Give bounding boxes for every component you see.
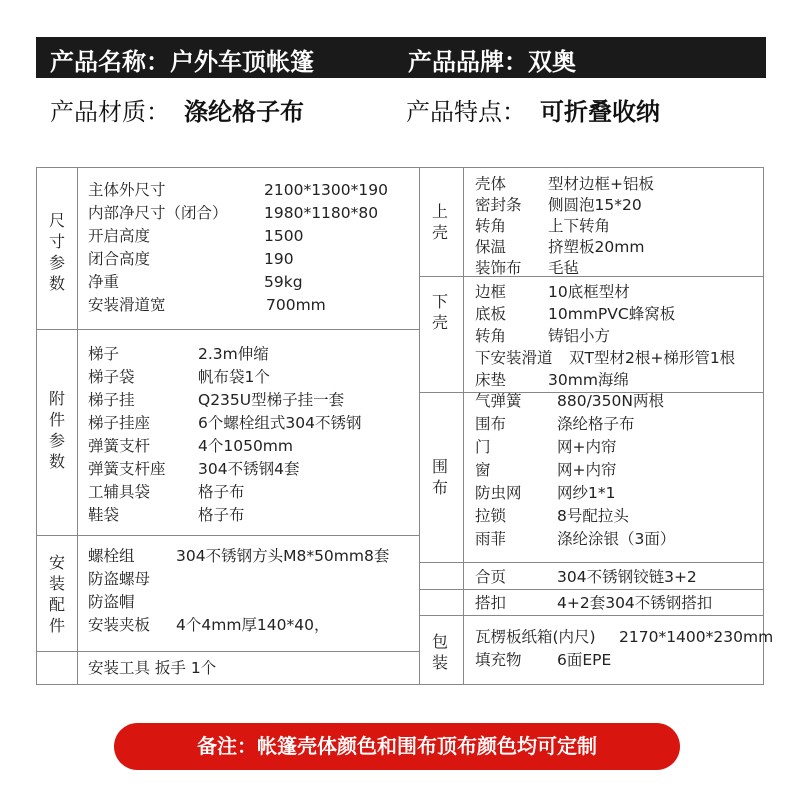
lower-shell-rows [475, 281, 763, 391]
header-bar [36, 37, 766, 78]
hinge-row: 合页 304不锈钢铰链3+2 [475, 568, 697, 586]
install-tools: 安装工具 扳手 1个 [88, 659, 217, 677]
table-row: 工辅具袋 格子布 [88, 483, 245, 501]
table-row: 弹簧支杆座 304不锈钢4套 [88, 460, 300, 478]
table-row: 填充物 6面EPE [475, 651, 612, 669]
section-enclosure-label: 围 布 [431, 457, 448, 497]
product-brand-label: 产品品牌：双奥 [408, 48, 576, 76]
upper-shell-rows [475, 173, 763, 278]
table-row: 安装滑道宽 700mm [88, 296, 326, 314]
table-row: 梯子挂 Q235U型梯子挂一套 [88, 391, 345, 409]
table-row: 瓦楞板纸箱(内尺) 2170*1400*230mm [475, 628, 774, 646]
subheader [50, 92, 770, 128]
table-row: 梯子挂座 6个螺栓组式304不锈钢 [88, 414, 362, 432]
section-packing-label: 包 装 [431, 632, 448, 672]
table-row: 螺栓组 304不锈钢方头M8*50mm8套 [88, 547, 390, 565]
table-row: 转角 铸铝小方 [475, 327, 611, 345]
table-row: 净重 59kg [88, 273, 303, 291]
spec-table [36, 167, 774, 685]
material-key: 产品材质： [50, 98, 170, 126]
table-row: 雨菲 涤纶涂银（3面） [475, 530, 676, 548]
packing-rows [475, 626, 774, 672]
table-row: 围布 涤纶格子布 [475, 415, 635, 433]
table-row: 转角 上下转角 [475, 217, 611, 235]
table-row: 气弹簧 880/350N两根 [475, 392, 664, 410]
table-row: 防虫网 网纱1*1 [475, 484, 616, 502]
table-row: 主体外尺寸 2100*1300*190 [88, 181, 388, 199]
table-row: 防盗螺母 [88, 570, 151, 588]
table-row: 弹簧支杆 4个1050mm [88, 437, 294, 455]
install-rows [88, 545, 418, 637]
feature-value: 可折叠收纳 [540, 98, 660, 126]
enclosure-rows [475, 390, 763, 551]
table-row: 鞋袋 格子布 [88, 506, 245, 524]
table-row: 底板 10mmPVC蜂窝板 [475, 305, 676, 323]
table-row: 窗 网+内帘 [475, 461, 617, 479]
buckle-row: 搭扣 4+2套304不锈钢搭扣 [475, 594, 713, 612]
section-lower-shell-label: 下 壳 [431, 292, 448, 332]
note-banner: 备注：帐篷壳体颜色和围布顶布颜色均可定制 [114, 723, 680, 770]
section-upper-shell-label: 上 壳 [431, 202, 448, 242]
section-accessories-label: 附 件 参 数 [48, 389, 65, 471]
table-row: 拉锁 8号配拉头 [475, 507, 629, 525]
table-row: 装饰布 毛毡 [475, 259, 580, 277]
section-dimensions-label: 尺 寸 参 数 [48, 211, 65, 293]
feature-key: 产品特点： [406, 98, 526, 126]
table-row: 保温 挤塑板20mm [475, 238, 645, 256]
table-row: 梯子袋 帆布袋1个 [88, 368, 270, 386]
material-value: 涤纶格子布 [184, 98, 304, 126]
table-row: 密封条 侧圆泡15*20 [475, 196, 642, 214]
table-row: 防盗帽 [88, 593, 135, 611]
product-name-label: 产品名称：户外车顶帐篷 [50, 48, 314, 76]
table-row: 下安装滑道 双T型材2根+梯形管1根 [475, 349, 736, 367]
table-row: 安装夹板 4个4mm厚140*40， [88, 616, 330, 634]
section-install-label: 安 装 配 件 [48, 553, 65, 635]
accessories-rows [88, 343, 418, 527]
table-row: 闭合高度 190 [88, 250, 294, 268]
table-row: 内部净尺寸（闭合） 1980*1180*80 [88, 204, 379, 222]
table-row: 边框 10底框型材 [475, 283, 630, 301]
table-row: 门 网+内帘 [475, 438, 617, 456]
table-row: 开启高度 1500 [88, 227, 304, 245]
dimensions-rows [88, 179, 418, 317]
table-row: 床垫 30mm海绵 [475, 371, 629, 389]
table-row: 梯子 2.3m伸缩 [88, 345, 269, 363]
table-row: 壳体 型材边框+铝板 [475, 175, 654, 193]
